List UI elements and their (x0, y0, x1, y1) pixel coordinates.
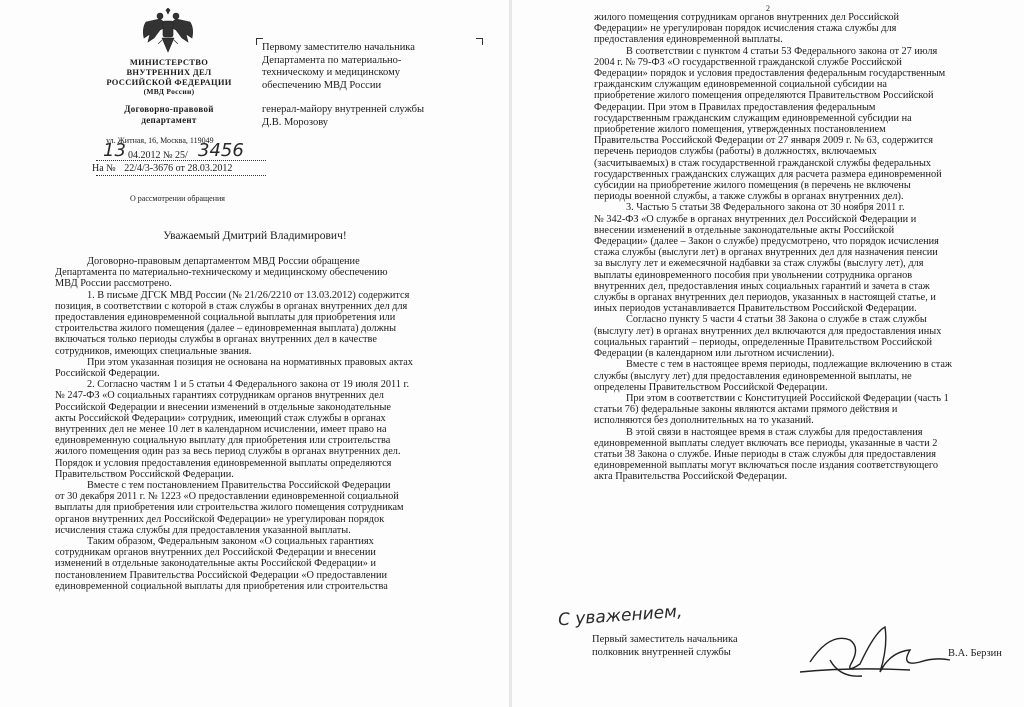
body-line: исполняются без дополнительных на то указаний. (594, 415, 814, 427)
recipient-name: Д.В. Морозову (262, 116, 329, 128)
recipient-line: обеспечению МВД России (262, 79, 382, 91)
letter-body-page-2 (594, 12, 1006, 483)
body-line: 2. Согласно частям 1 и 5 статьи 4 Федерального закона от 19 июля 2011 г. (87, 379, 410, 391)
recipient-line: Департамента по материально- (262, 54, 402, 66)
ministry-block (95, 57, 243, 97)
body-line: предоставления единовременной выплаты. (594, 34, 783, 46)
body-line: В этой связи в настоящее время в стаж службы для предоставления (626, 426, 923, 438)
body-line: предоставления единовременной социальной выплаты для приобретения или (55, 312, 396, 324)
department-block (95, 104, 243, 126)
body-line: приобретение жилого помещения, утвержденных постановлением (594, 124, 886, 136)
body-line: Правительством Российской Федерации. (55, 468, 234, 480)
body-line: Федерации (в календарном или льготном исчислении). (594, 348, 835, 360)
body-line: единовременную социальную выплату для приобретения или строительства (55, 435, 391, 447)
salutation: Уважаемый Дмитрий Владимирович! (163, 230, 347, 242)
body-line: выплаты для приобретения или строительства жилого помещения сотрудникам (55, 502, 404, 514)
body-line: внесении изменений в отдельные законодательные акты Российской (594, 224, 895, 236)
body-line: Федерации» не урегулирован порядок исчисления стажа службы для (594, 23, 897, 35)
body-line: Таким образом, Федеральным законом «О социальных гарантиях (87, 536, 374, 548)
recipient-line: Первому заместителю начальника (262, 42, 415, 53)
body-line: единовременной выплаты следует включать все периоды, указанные в части 2 (594, 437, 938, 449)
body-line: жилого помещения сотрудникам органов внутренних дел Российской (594, 12, 900, 23)
body-line: статьи 76) федеральные законы являются актами прямого действия и (594, 404, 898, 416)
body-line: Договорно-правовым департаментом МВД России обращение (87, 256, 360, 267)
reference-line (92, 163, 232, 174)
body-line: изменений в отдельные законодательные акты Российской Федерации» и (55, 558, 376, 570)
body-line: (выслугу лет) в органах внутренних дел включаются для предоставления иных (594, 325, 942, 337)
body-line: № 342-ФЗ «О службе в органах внутренних дел Российской Федерации и (594, 213, 917, 225)
body-line: Порядок и условия предоставления единовременной выплаты определяются (55, 457, 392, 469)
body-line: государственным гражданским служащим единовременной субсидии на (594, 112, 912, 124)
body-line: 1. В письме ДГСК МВД России (№ 21/26/2210 от 13.03.2012) содержится (87, 289, 410, 301)
body-line: перечень периодов службы (работы) в должностях, включаемых (594, 146, 877, 158)
body-line: При этом указанная позиция не основана на нормативных правовых актах (87, 356, 413, 368)
body-line: сотрудников, имеющих специальные звания. (55, 345, 252, 357)
ministry-line: ВНУТРЕННИХ ДЕЛ (126, 67, 212, 77)
signer-title-line: полковник внутренней службы (592, 646, 731, 658)
body-line: субсидии на приобретение жилого помещения (в перечень не включены (594, 180, 911, 192)
body-line: от 30 декабря 2011 г. № 1223 «О предоставлении единовременной социальной (55, 491, 399, 503)
body-line: Федерации» (далее – Закон о службе) предусмотрено, что порядок исчисления (594, 236, 939, 248)
department-line: Договорно-правовой (124, 104, 214, 114)
body-line: Федерации. При этом в Правилах предоставления федеральным (594, 101, 876, 113)
body-line: жилого помещения один раз за весь период службы в органах внутренних дел. (55, 446, 401, 458)
body-line: единовременной выплаты могут включаться после издания соответствующего (594, 460, 939, 472)
body-line: постановлением Правительства Российской Федерации «О предоставлении (55, 569, 387, 581)
recipient-block (262, 42, 502, 129)
body-line: Согласно пункту 5 части 4 статьи 38 Закона о службе в стаж службы (626, 314, 927, 326)
body-line: МВД России рассмотрено. (55, 278, 172, 290)
body-line: Вместе с тем постановлением Правительства Российской Федерации (87, 480, 391, 492)
body-line: включаться только периоды службы в органах внутренних дел в качестве (55, 334, 377, 346)
body-line: органов внутренних дел Российской Федерации» не урегулирован порядок (55, 513, 385, 525)
body-line: периоды военной службы, а также службы в органах внутренних дел). (594, 191, 904, 203)
body-line: социальных гарантий – периоды, определенные Правительством Российской (594, 336, 933, 348)
body-line: Правительства Российской Федерации от 27 января 2009 г. № 63, содержится (594, 135, 934, 147)
recipient-rank: генерал-майору внутренней службы (262, 104, 425, 115)
body-line: Федерации» порядок и условия предоставления федеральным государственным (594, 68, 946, 80)
body-line: иных периодов устанавливается Правительством Российской Федерации. (594, 303, 917, 315)
body-line: единовременной социальной выплаты для приобретения или строительства (55, 580, 388, 592)
body-line: 3. Частью 5 статьи 38 Федерального закона от 30 ноября 2011 г. (626, 202, 905, 214)
department-line: департамент (141, 115, 197, 125)
outgoing-date-number: 04.2012 № 25/ (128, 150, 188, 161)
body-line: сотрудникам органов внутренних дел Российской Федерации и внесении (55, 547, 376, 559)
letter-page-2 (512, 0, 1024, 707)
signature (790, 612, 960, 692)
handwritten-closing: С уважением, (557, 601, 683, 631)
body-line: № 247-ФЗ «О социальных гарантиях сотрудникам органов внутренних дел (55, 390, 384, 402)
body-line: службы в органах внутренних дел периодов, указанных в настоящей статье, и (594, 292, 936, 304)
body-line: Российской Федерации и внесении изменений в отдельные законодательные (55, 401, 391, 413)
body-line: 2004 г. № 79-ФЗ «О государственной гражданской службе Российской (594, 56, 902, 68)
body-line: за выслугу лет и ежемесячной надбавки за стаж службы (выслугу лет), для (594, 258, 924, 270)
body-line: В соответствии с пунктом 4 статьи 53 Федерального закона от 27 июля (626, 45, 938, 57)
body-line: службы (выслугу лет) для предоставления единовременной выплаты, не (594, 370, 912, 382)
signer-title (592, 634, 792, 659)
reference-value: 22/4/3-3676 от 28.03.2012 (124, 163, 233, 174)
body-line: определены Правительством Российской Федерации. (594, 381, 828, 393)
double-headed-eagle-emblem-icon (140, 8, 196, 54)
page-number: 2 (766, 4, 770, 13)
reference-underline (96, 175, 266, 177)
handwritten-number: 3456 (198, 140, 244, 161)
body-line: внутренних дел, предоставления иных социальных гарантий и зачета в стаж (594, 280, 930, 292)
handwritten-day: 13 (103, 140, 126, 161)
signer-title-line: Первый заместитель начальника (592, 634, 738, 645)
subject-line: О рассмотрении обращения (130, 194, 225, 203)
body-line: выплаты единовременного пособия при увольнении сотрудника органов (594, 269, 913, 281)
body-line: При этом в соответствии с Конституцией Российской Федерации (часть 1 (626, 392, 949, 404)
body-line: государственных гражданских служащих для расчета размера единовременной (594, 168, 942, 180)
body-line: позиция, в соответствии с которой в стаж службы в органах внутренних дел для (55, 300, 408, 312)
body-line: строительства жилого помещения (далее – единовременная выплата) должны (55, 323, 397, 335)
body-line: Вместе с тем в настоящее время периоды, подлежащие включению в стаж (626, 359, 953, 371)
ministry-line: (МВД России) (143, 87, 195, 96)
body-line: исчисления стажа службы для предоставления указанной выплаты. (55, 524, 351, 536)
body-line: внутренних дел не менее 10 лет в календарном исчислении, имеет право на (55, 424, 387, 436)
recipient-line: техническому и медицинскому (262, 67, 401, 78)
sender-address: ул. Житная, 16, Москва, 119049 (106, 136, 214, 145)
date-underline (96, 160, 266, 162)
letter-body-page-1 (55, 256, 490, 592)
body-line: стажа службы (выслуги лет) в органах внутренних дел для назначения пенсии (594, 247, 938, 259)
ministry-line: МИНИСТЕРСТВО (129, 57, 209, 67)
ministry-line: РОССИЙСКОЙ ФЕДЕРАЦИИ (106, 77, 232, 87)
body-line: Российской Федерации. (55, 368, 160, 380)
body-line: статьи 38 Закона о службе. Иные периоды в стаж службы для предоставления (594, 448, 936, 460)
body-line: (засчитываемых) в стаж государственной гражданской службы федеральных (594, 157, 932, 169)
body-line: акты Российской Федерации» сотрудник, имеющий стаж службы в органах (55, 412, 386, 424)
body-line: акта Правительства Российской Федерации. (594, 471, 788, 483)
reference-label: На № (92, 163, 116, 174)
signer-name: В.А. Берзин (948, 648, 1002, 659)
letter-page-1 (0, 0, 510, 707)
body-line: приобретение жилого помещения определяются Правительством Российской (594, 90, 934, 102)
body-line: гражданским служащим единовременной социальной субсидии на (594, 79, 887, 91)
body-line: Департамента по материально-техническому и медицинскому обеспечению (55, 267, 388, 279)
